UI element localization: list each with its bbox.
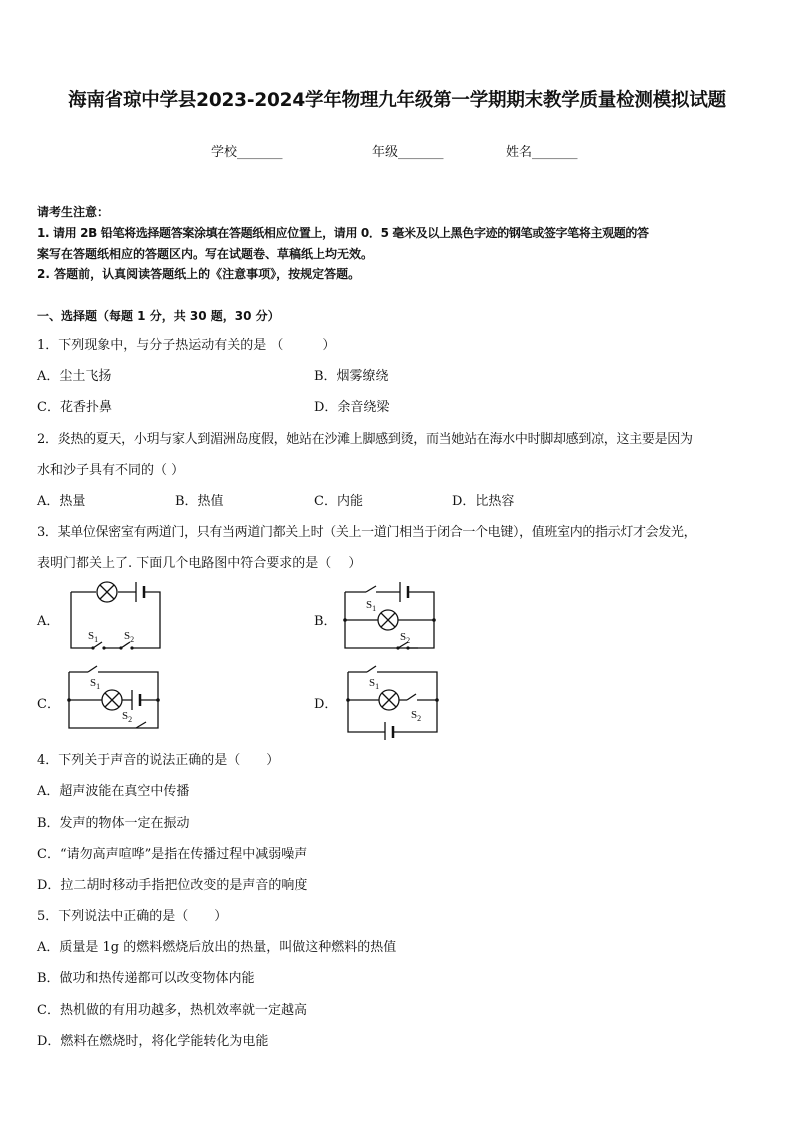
q3-option-a-label: A． bbox=[37, 614, 60, 629]
notice-item-1-cont: 案写在答题纸相应的答题区内。写在试题卷、草稿纸上均无效。 bbox=[37, 247, 374, 261]
q4-option-b: B．发声的物体一定在振动 bbox=[37, 816, 190, 831]
q5-option-c: C．热机做的有用功越多，热机效率就一定越高 bbox=[37, 1003, 307, 1018]
circuit-diagram-d bbox=[343, 660, 443, 740]
notice-heading: 请考生注意： bbox=[37, 205, 110, 219]
switch-s1-label: $S_1$ bbox=[366, 599, 377, 613]
section-heading: 一、选择题（每题 1 分，共 30 题，30 分） bbox=[37, 309, 280, 323]
switch-s2-label: $S_2$ bbox=[400, 631, 411, 645]
grade-field: 年级_______ bbox=[372, 145, 444, 160]
question-2-stem-cont: 水和沙子具有不同的（ ） bbox=[37, 463, 185, 478]
q1-option-d: D．余音绕梁 bbox=[314, 400, 390, 415]
q5-option-b: B．做功和热传递都可以改变物体内能 bbox=[37, 971, 255, 986]
switch-s2-label: $S_2$ bbox=[124, 630, 135, 644]
switch-s1-label: $S_1$ bbox=[90, 677, 101, 691]
circuit-diagram-a bbox=[66, 578, 166, 653]
q3-option-b-label: B． bbox=[314, 614, 337, 629]
q5-option-d: D．燃料在燃烧时，将化学能转化为电能 bbox=[37, 1034, 269, 1049]
page-title: 海南省琼中学县2023-2024学年物理九年级第一学期期末教学质量检测模拟试题 bbox=[68, 90, 726, 111]
q4-option-d: D．拉二胡时移动手指把位改变的是声音的响度 bbox=[37, 878, 308, 893]
switch-s2-label: $S_2$ bbox=[411, 709, 422, 723]
q4-option-a: A．超声波能在真空中传播 bbox=[37, 784, 190, 799]
question-5-stem: 5．下列说法中正确的是（ ） bbox=[37, 909, 228, 924]
switch-s1-label: $S_1$ bbox=[369, 677, 380, 691]
q2-option-c: C．内能 bbox=[314, 494, 363, 509]
q2-option-a: A．热量 bbox=[37, 494, 86, 509]
question-1-stem: 1．下列现象中，与分子热运动有关的是 （ ） bbox=[37, 338, 336, 353]
school-field: 学校_______ bbox=[211, 145, 283, 160]
notice-item-1: 1. 请用 2B 铅笔将选择题答案涂填在答题纸相应位置上，请用 0．5 毫米及以上黑色字迹的钢笔或签字笔将主观题的答 bbox=[37, 226, 649, 240]
q3-option-d-label: D． bbox=[314, 697, 338, 712]
q3-option-c-label: C． bbox=[37, 697, 60, 712]
q1-option-b: B．烟雾缭绕 bbox=[314, 369, 389, 384]
q2-option-b: B．热值 bbox=[175, 494, 224, 509]
question-3-stem: 3．某单位保密室有两道门，只有当两道门都关上时（关上一道门相当于闭合一个电键），值班室内的指示灯才会发光， bbox=[37, 525, 697, 540]
q5-option-a: A．质量是 1g 的燃料燃烧后放出的热量，叫做这种燃料的热值 bbox=[37, 940, 397, 955]
switch-s1-label: $S_1$ bbox=[88, 630, 99, 644]
question-2-stem: 2．炎热的夏天，小玥与家人到湄洲岛度假，她站在沙滩上脚感到烫，而当她站在海水中时脚却感到凉，这主要是因为 bbox=[37, 432, 693, 447]
circuit-diagram-c bbox=[64, 660, 164, 735]
circuit-diagram-b bbox=[340, 578, 440, 653]
notice-item-2: 2. 答题前，认真阅读答题纸上的《注意事项》，按规定答题。 bbox=[37, 267, 361, 281]
q2-option-d: D．比热容 bbox=[452, 494, 515, 509]
q1-option-a: A．尘土飞扬 bbox=[37, 369, 112, 384]
name-field: 姓名_______ bbox=[506, 145, 578, 160]
q1-option-c: C．花香扑鼻 bbox=[37, 400, 112, 415]
q4-option-c: C．“请勿高声喧哗”是指在传播过程中减弱噪声 bbox=[37, 847, 308, 862]
question-4-stem: 4．下列关于声音的说法正确的是（ ） bbox=[37, 753, 280, 768]
switch-s2-label: $S_2$ bbox=[122, 710, 133, 724]
question-3-stem-cont: 表明门都关上了. 下面几个电路图中符合要求的是（ ） bbox=[37, 556, 362, 571]
